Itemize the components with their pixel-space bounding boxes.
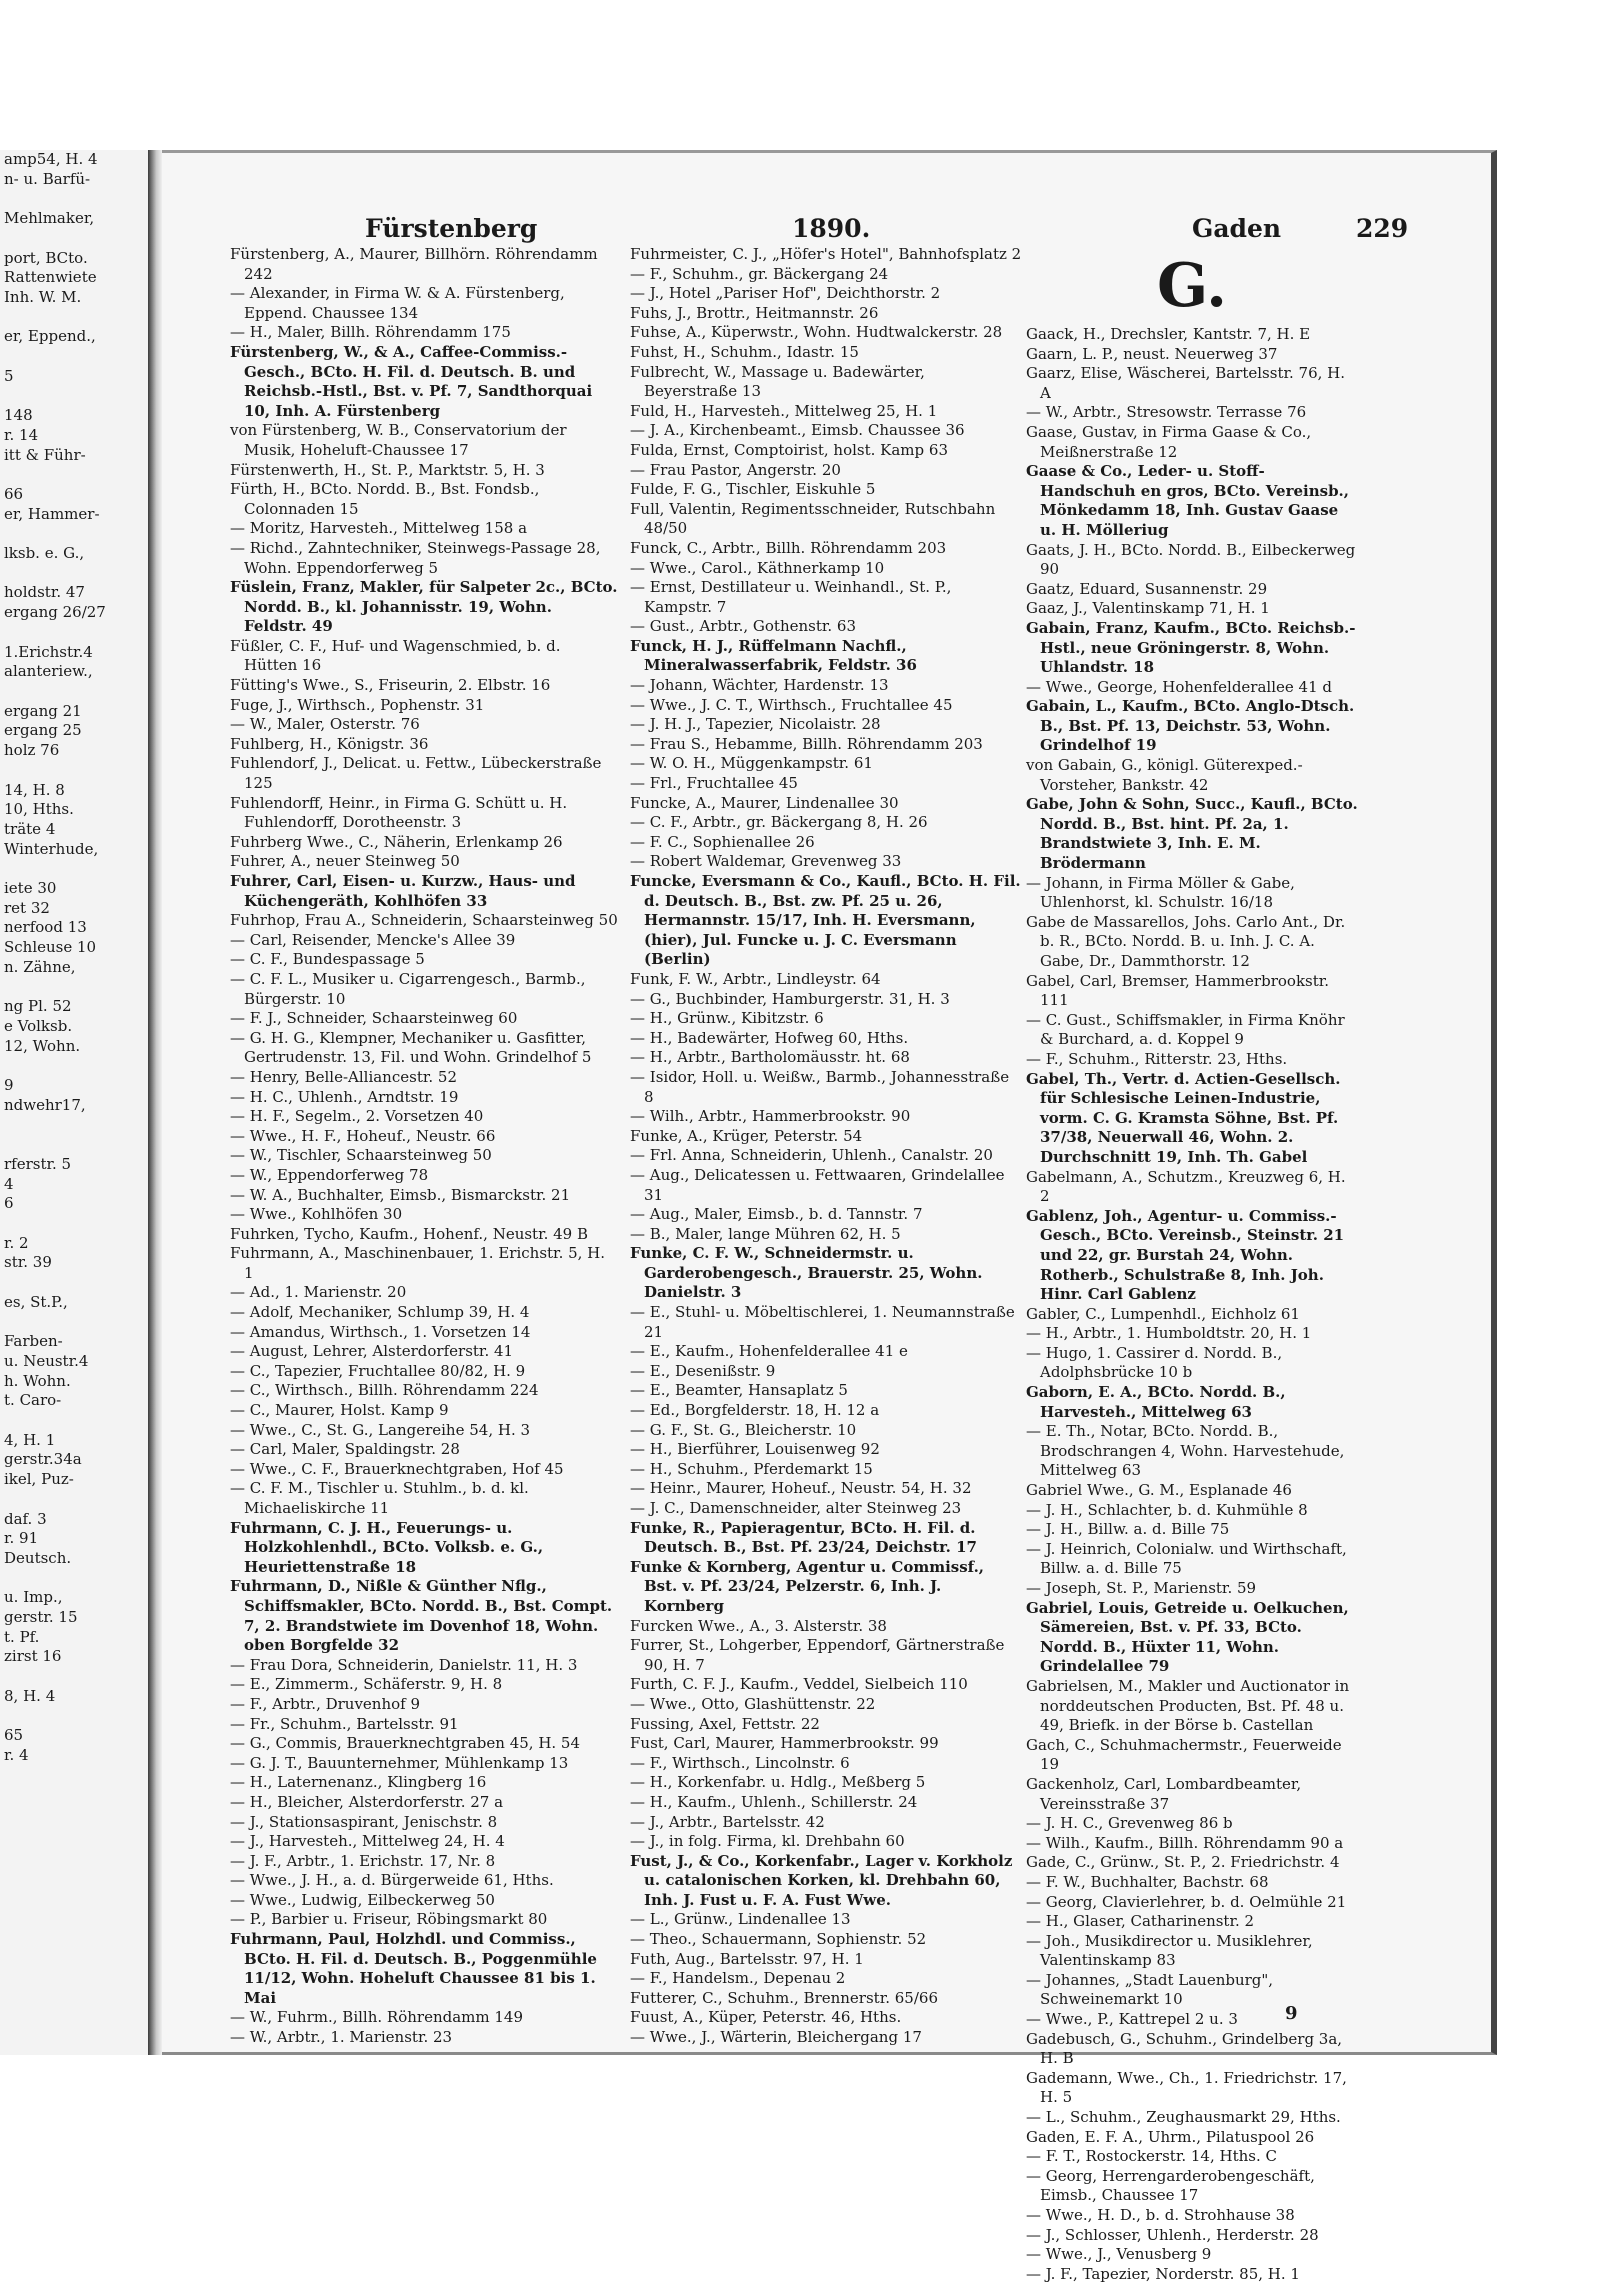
previous-page-fragment	[4, 1056, 148, 1076]
directory-entry: — F. C., Sophienallee 26	[630, 832, 815, 851]
directory-entry: Fuhlendorff, Heinr., in Firma G. Schütt u. H. Fuhlendorff, Dorotheenstr. 3	[230, 793, 568, 832]
previous-page-fragment: ergang 21	[4, 701, 82, 720]
directory-entry: — G., Commis, Brauerknechtgraben 45, H. 54	[230, 1734, 581, 1753]
previous-page-fragment	[4, 465, 148, 485]
directory-entry: — Wilh., Arbtr., Hammerbrookstr. 90	[630, 1107, 911, 1126]
previous-page-fragment: ergang 26/27	[4, 603, 106, 622]
previous-page-fragment: Mehlmaker,	[4, 209, 95, 228]
directory-entry: — Wwe., J., Venusberg 9	[1026, 2245, 1212, 2264]
directory-entry: Gackenholz, Carl, Lombardbeamter, Vereinsstraße 37	[1026, 1774, 1302, 1813]
directory-entry: — Frau Pastor, Angerstr. 20	[630, 460, 841, 479]
previous-page-fragment	[4, 1490, 148, 1510]
directory-entry: — E., Beamter, Hansaplatz 5	[630, 1381, 848, 1400]
directory-entry: Funke, R., Papieragentur, BCto. H. Fil. d. Deutsch. B., Bst. Pf. 23/24, Deichstr. 17	[630, 1518, 977, 1557]
directory-entry: von Fürstenberg, W. B., Conservatorium der Musik, Hoheluft-Chaussee 17	[230, 421, 567, 459]
directory-entry: Furth, C. F. J., Kaufm., Veddel, Sielbeich 110	[630, 1675, 968, 1694]
directory-entry: — J. H. C., Grevenweg 86 b	[1026, 1814, 1233, 1833]
directory-entry: Gabain, Franz, Kaufm., BCto. Reichsb.-Hstl., neue Gröningerstr. 8, Wohn. Uhlandstr. 18	[1026, 618, 1356, 677]
header-left-keyword: Fürstenberg	[365, 214, 538, 243]
previous-page-fragment: ng Pl. 52	[4, 997, 72, 1016]
directory-entry: Fuhrhop, Frau A., Schneiderin, Schaarsteinweg 50	[230, 911, 618, 930]
directory-entry: — L., Schuhm., Zeughausmarkt 29, Hths.	[1026, 2108, 1341, 2127]
directory-entry: — Georg, Herrengarderobengeschäft, Eimsb., Chaussee 17	[1026, 2166, 1315, 2205]
directory-entry: Gaack, H., Drechsler, Kantstr. 7, H. E	[1026, 325, 1311, 343]
directory-entry: Fuhrer, Carl, Eisen- u. Kurzw., Haus- und Küchengeräth, Kohlhöfen 33	[230, 872, 576, 910]
directory-entry: Fust, J., & Co., Korkenfabr., Lager v. Korkholz u. catalonischen Korken, kl. Drehbahn 60, Inh. J. Fust u. F. A. Fust Wwe.	[630, 1851, 1013, 1909]
directory-entry: Funke, A., Krüger, Peterstr. 54	[630, 1126, 863, 1145]
directory-entry: Fulda, Ernst, Comptoirist, holst. Kamp 63	[630, 440, 948, 459]
directory-entry: — Gust., Arbtr., Gothenstr. 63	[630, 617, 857, 636]
previous-page-fragment: 6	[4, 1194, 14, 1213]
column-3	[1026, 245, 1358, 2283]
previous-page-fragment: 1.Erichstr.4	[4, 642, 93, 661]
directory-entry: Fürstenberg, A., Maurer, Billhörn. Röhrendamm 242	[230, 245, 598, 283]
previous-page-fragment: Inh. W. M.	[4, 287, 82, 306]
directory-entry: Fürth, H., BCto. Nordd. B., Bst. Fondsb., Colonnaden 15	[230, 480, 540, 518]
directory-entry: Gade, C., Grünw., St. P., 2. Friedrichstr. 4	[1026, 1853, 1340, 1872]
directory-entry: — Carl, Maler, Spaldingstr. 28	[230, 1440, 460, 1459]
previous-page-fragment: 4, H. 1	[4, 1430, 56, 1449]
directory-entry: Gaaz, J., Valentinskamp 71, H. 1	[1026, 599, 1270, 618]
directory-entry: — Fr., Schuhm., Bartelsstr. 91	[230, 1714, 459, 1733]
directory-entry: Fütting's Wwe., S., Friseurin, 2. Elbstr. 16	[230, 676, 551, 695]
directory-entry: — Ernst, Destillateur u. Weinhandl., St. P., Kampstr. 7	[630, 578, 952, 616]
directory-entry: Gaats, J. H., BCto. Nordd. B., Eilbeckerweg 90	[1026, 540, 1356, 579]
directory-entry: — Richd., Zahntechniker, Steinwegs-Passage 28, Wohn. Eppendorferweg 5	[230, 538, 601, 577]
directory-entry: — H., Arbtr., 1. Humboldtstr. 20, H. 1	[1026, 1324, 1312, 1343]
directory-entry: Gabe de Massarellos, Johs. Carlo Ant., Dr. b. R., BCto. Nordd. B. u. Inh. J. C. A. Gabe, Dr., Dammthorstr. 12	[1026, 912, 1346, 970]
directory-entry: — E., Stuhl- u. Möbeltischlerei, 1. Neumannstraße 21	[630, 1303, 1015, 1341]
previous-page-fragment: gerstr.34a	[4, 1450, 82, 1469]
previous-page-fragment: n- u. Barfü-	[4, 169, 91, 188]
directory-entry: — J. Heinrich, Colonialw. und Wirthschaft, Billw. a. d. Bille 75	[1026, 1539, 1347, 1578]
previous-page-fragment	[4, 564, 148, 584]
directory-entry: Fuhs, J., Brottr., Heitmannstr. 26	[630, 303, 879, 322]
directory-entry: Fuhrberg Wwe., C., Näherin, Erlenkamp 26	[230, 832, 563, 851]
directory-entry: Funcke, A., Maurer, Lindenallee 30	[630, 793, 899, 812]
directory-entry: — J. C., Damenschneider, alter Steinweg 23	[630, 1499, 962, 1517]
directory-entry: — J. H., Schlachter, b. d. Kuhmühle 8	[1026, 1500, 1308, 1519]
previous-page-fragment	[4, 761, 148, 781]
directory-entry: — W., Maler, Osterstr. 76	[230, 715, 420, 734]
previous-page-fragment: Rattenwiete	[4, 268, 97, 287]
directory-entry: — Ed., Borgfelderstr. 18, H. 12 a	[630, 1401, 880, 1420]
letter-heading: G.	[1157, 251, 1227, 321]
previous-page-fragment: träte 4	[4, 819, 56, 838]
directory-entry: — Carl, Reisender, Mencke's Allee 39	[230, 930, 516, 949]
previous-page-fragment: str. 39	[4, 1253, 52, 1272]
directory-entry: — W. A., Buchhalter, Eimsb., Bismarckstr. 21	[230, 1185, 571, 1204]
directory-entry: — Wwe., P., Kattrepel 2 u. 3	[1026, 2010, 1238, 2029]
directory-entry: Funke & Kornberg, Agentur u. Commissf., Bst. v. Pf. 23/24, Pelzerstr. 6, Inh. J. Kornberg	[630, 1557, 985, 1615]
directory-entry: — J., Stationsaspirant, Jenischstr. 8	[230, 1812, 498, 1831]
directory-entry: — Johann, Wächter, Hardenstr. 13	[630, 676, 889, 695]
directory-entry: Fuhlendorf, J., Delicat. u. Fettw., Lübeckerstraße 125	[230, 754, 602, 793]
directory-entry: Gaase, Gustav, in Firma Gaase & Co., Meißnerstraße 12	[1026, 422, 1312, 461]
directory-entry: Fuhrken, Tycho, Kaufm., Hohenf., Neustr. 49 B	[230, 1224, 589, 1243]
directory-entry: — Aug., Delicatessen u. Fettwaaren, Grindelallee 31	[630, 1165, 1005, 1204]
previous-page-fragment: 66	[4, 484, 24, 503]
directory-entry: — Robert Waldemar, Grevenweg 33	[630, 852, 902, 871]
directory-entry: — Wwe., Kohlhöfen 30	[230, 1205, 403, 1224]
previous-page-fragment	[4, 229, 148, 249]
previous-page-fragment	[4, 623, 148, 643]
directory-entry: — Ad., 1. Marienstr. 20	[230, 1283, 407, 1302]
directory-entry: — W., Eppendorferweg 78	[230, 1165, 429, 1184]
previous-page-fragment: ndwehr17,	[4, 1095, 86, 1114]
directory-entry: — E., Desenißstr. 9	[630, 1361, 776, 1380]
directory-entry: — Wwe., Carol., Käthnerkamp 10	[630, 558, 885, 577]
previous-page-fragment	[4, 1273, 148, 1293]
directory-entry: — Frau Dora, Schneiderin, Danielstr. 11, H. 3	[230, 1655, 578, 1674]
column-2	[630, 245, 1022, 2047]
directory-entry: — W., Fuhrm., Billh. Röhrendamm 149	[230, 2008, 523, 2027]
directory-entry: — Wwe., C. F., Brauerknechtgraben, Hof 45	[230, 1459, 564, 1478]
directory-entry: Fuust, A., Küper, Peterstr. 46, Hths.	[630, 2008, 902, 2027]
directory-entry: — H., Bleicher, Alsterdorferstr. 27 a	[230, 1792, 504, 1811]
directory-entry: Full, Valentin, Regimentsschneider, Rutschbahn 48/50	[630, 499, 996, 538]
previous-page-fragment: Deutsch.	[4, 1548, 72, 1567]
directory-entry: Gaarz, Elise, Wäscherei, Bartelsstr. 76, H. A	[1026, 364, 1345, 402]
directory-entry: Furrer, St., Lohgerber, Eppendorf, Gärtnerstraße 90, H. 7	[630, 1636, 1005, 1674]
directory-entry: Fuhlberg, H., Königstr. 36	[230, 734, 429, 753]
directory-entry: Gabel, Th., Vertr. d. Actien-Gesellsch. für Schlesische Leinen-Industrie, vorm. C. G. Kramsta Söhne, Bst. Pf. 37/38, Neuerwall 46, Wohn. 2. Durchschnitt 19, Inh. Th. Gabel	[1026, 1069, 1341, 1166]
directory-entry: — G. H. G., Klempner, Mechaniker u. Gasfitter, Gertrudenstr. 13, Fil. und Wohn. Grindelhof 5	[230, 1028, 592, 1067]
previous-page-fragment	[4, 1569, 148, 1589]
directory-entry: — E. Th., Notar, BCto. Nordd. B., Brodschrangen 4, Wohn. Harvestehude, Mittelweg 63	[1026, 1422, 1345, 1480]
previous-page-fragment: ergang 25	[4, 721, 82, 740]
previous-page-fragment: lksb. e. G.,	[4, 544, 85, 563]
header-right-keyword: Gaden	[1192, 214, 1282, 243]
directory-entry: — J. H. J., Tapezier, Nicolaistr. 28	[630, 715, 881, 734]
directory-entry: — H., Maler, Billh. Röhrendamm 175	[230, 323, 511, 342]
directory-entry: Fuhrer, A., neuer Steinweg 50	[230, 852, 460, 871]
previous-page-fragment: port, BCto.	[4, 248, 88, 267]
directory-entry: — Frau S., Hebamme, Billh. Röhrendamm 203	[630, 734, 983, 753]
previous-page-fragment: 148	[4, 406, 33, 425]
previous-page-fragment: er, Hammer-	[4, 504, 100, 523]
directory-entry: — Johann, in Firma Möller & Gabe, Uhlenhorst, kl. Schulstr. 16/18	[1026, 873, 1295, 912]
directory-entry: — F., Handelsm., Depenau 2	[630, 1969, 846, 1988]
directory-entry: — H., Laternenanz., Klingberg 16	[230, 1773, 487, 1792]
directory-entry: Füßler, C. F., Huf- und Wagenschmied, b. d. Hütten 16	[230, 636, 561, 675]
header-year: 1890.	[792, 214, 871, 243]
directory-entry: Fuld, H., Harvesteh., Mittelweg 25, H. 1	[630, 401, 938, 420]
directory-entry: — Joh., Musikdirector u. Musiklehrer, Valentinskamp 83	[1026, 1931, 1313, 1970]
previous-page-fragment: iete 30	[4, 879, 57, 898]
directory-entry: — Moritz, Harvesteh., Mittelweg 158 a	[230, 519, 528, 538]
directory-entry: — Henry, Belle-Alliancestr. 52	[230, 1067, 457, 1086]
directory-entry: — E., Zimmerm., Schäferstr. 9, H. 8	[230, 1675, 503, 1694]
previous-page-fragment: 8, H. 4	[4, 1686, 56, 1705]
directory-entry: — H. C., Uhlenh., Arndtstr. 19	[230, 1087, 459, 1106]
previous-page-fragment	[4, 1707, 148, 1727]
directory-entry: — F., Schuhm., Ritterstr. 23, Hths.	[1026, 1049, 1288, 1068]
directory-entry: Funke, C. F. W., Schneidermstr. u. Garderobengesch., Brauerstr. 25, Wohn. Danielstr. 3	[630, 1244, 983, 1302]
directory-entry: — J. A., Kirchenbeamt., Eimsb. Chaussee 36	[630, 421, 965, 440]
directory-entry: Gablenz, Joh., Agentur- u. Commiss.-Gesch., BCto. Vereinsb., Steinstr. 21 und 22, gr. Burstah 24, Wohn. Rotherb., Schulstraße 8, Inh. Joh. Hinr. Carl Gablenz	[1026, 1206, 1345, 1304]
directory-entry: — Amandus, Wirthsch., 1. Vorsetzen 14	[230, 1322, 531, 1341]
previous-page-fragment: zirst 16	[4, 1647, 62, 1666]
directory-entry: — Alexander, in Firma W. & A. Fürstenberg, Eppend. Chaussee 134	[230, 284, 565, 322]
directory-entry: — B., Maler, lange Mühren 62, H. 5	[630, 1224, 901, 1243]
previous-page-fragment: h. Wohn.	[4, 1371, 71, 1390]
directory-entry: — E., Kaufm., Hohenfelderallee 41 e	[630, 1342, 908, 1361]
directory-entry: — C. F. M., Tischler u. Stuhlm., b. d. kl. Michaeliskirche 11	[230, 1479, 529, 1517]
directory-entry: — F. T., Rostockerstr. 14, Hths. C	[1026, 2147, 1277, 2166]
directory-entry: — Wwe., J. H., a. d. Bürgerweide 61, Hths.	[230, 1871, 554, 1890]
previous-page-fragment: amp54, H. 4	[4, 150, 98, 168]
directory-entry: Funck, C., Arbtr., Billh. Röhrendamm 203	[630, 538, 947, 557]
directory-entry: Fürstenberg, W., & A., Caffee-Commiss.-Gesch., BCto. H. Fil. d. Deutsch. B. und Reichsb.-Hstl., Bst. v. Pf. 7, Sandthorquai 10, Inh. A. Fürstenberg	[230, 342, 593, 420]
directory-entry: — Georg, Clavierlehrer, b. d. Oelmühle 21	[1026, 1892, 1347, 1911]
directory-entry: Futh, Aug., Bartelsstr. 97, H. 1	[630, 1949, 864, 1968]
previous-page-fragment: 5	[4, 366, 14, 385]
directory-entry: Fulbrecht, W., Massage u. Badewärter, Beyerstraße 13	[630, 362, 925, 401]
directory-entry: Gaase & Co., Leder- u. Stoff-Handschuh en gros, BCto. Vereinsb., Mönkedamm 18, Inh. Gustav Gaase u. H. Mölleriug	[1026, 462, 1350, 539]
directory-entry: — Wwe., H. F., Hoheuf., Neustr. 66	[230, 1126, 496, 1145]
directory-entry: — F. W., Buchhalter, Bachstr. 68	[1026, 1872, 1269, 1891]
directory-entry: Gadebusch, G., Schuhm., Grindelberg 3a, H. B	[1026, 2029, 1343, 2068]
directory-entry: Gabler, C., Lumpenhdl., Eichholz 61	[1026, 1304, 1300, 1323]
previous-page-fragment	[4, 978, 148, 998]
previous-page-fragment: u. Imp.,	[4, 1588, 63, 1607]
directory-entry: — F. J., Schneider, Schaarsteinweg 60	[230, 1009, 518, 1028]
previous-page-fragment: daf. 3	[4, 1509, 47, 1528]
directory-entry: Gabriel, Louis, Getreide u. Oelkuchen, Sämereien, Bst. v. Pf. 33, BCto. Nordd. B., Hüxter 11, Wohn. Grindelallee 79	[1026, 1598, 1349, 1676]
directory-entry: Gabain, L., Kaufm., BCto. Anglo-Dtsch. B., Bst. Pf. 13, Deichstr. 53, Wohn. Grindelhof 19	[1026, 697, 1355, 755]
directory-entry: Funk, F. W., Arbtr., Lindleystr. 64	[630, 969, 881, 988]
previous-page-fragment: n. Zähne,	[4, 957, 76, 976]
directory-entry: Gademann, Wwe., Ch., 1. Friedrichstr. 17, H. 5	[1026, 2068, 1347, 2107]
previous-page-fragment: nerfood 13	[4, 918, 87, 937]
directory-entry: Fuge, J., Wirthsch., Pophenstr. 31	[230, 695, 485, 714]
previous-page-fragment	[4, 1214, 148, 1234]
directory-entry: — Wwe., George, Hohenfelderallee 41 d	[1026, 677, 1332, 696]
directory-entry: Gaden, E. F. A., Uhrm., Pilatuspool 26	[1026, 2127, 1315, 2146]
previous-page-fragment: itt & Führ-	[4, 445, 86, 464]
directory-entry: — August, Lehrer, Alsterdorferstr. 41	[230, 1342, 514, 1361]
directory-entry: — H., Schuhm., Pferdemarkt 15	[630, 1459, 873, 1478]
previous-page-fragment: er, Eppend.,	[4, 327, 96, 346]
previous-page-fragment	[4, 524, 148, 544]
directory-entry: Gabe, John & Sohn, Succ., Kaufl., BCto. Nordd. B., Bst. hint. Pf. 2a, 1. Brandstwiete 3, Inh. E. M. Brödermann	[1026, 795, 1358, 873]
directory-entry: — Frl., Fruchtallee 45	[630, 774, 798, 793]
previous-page-fragment	[4, 682, 148, 702]
directory-entry: — C. F. L., Musiker u. Cigarrengesch., Barmb., Bürgerstr. 10	[230, 969, 586, 1008]
previous-page-fragment: 14, H. 8	[4, 780, 65, 799]
directory-entry: — Wwe., C., St. G., Langereihe 54, H. 3	[230, 1420, 531, 1439]
directory-entry: Funck, H. J., Rüffelmann Nachfl., Mineralwasserfabrik, Feldstr. 36	[630, 636, 917, 675]
previous-page-fragment: 12, Wohn.	[4, 1036, 81, 1055]
previous-page-fragment: t. Caro-	[4, 1391, 62, 1410]
directory-entry: — J. F., Tapezier, Norderstr. 85, H. 1	[1026, 2264, 1300, 2283]
directory-entry: — F., Schuhm., gr. Bäckergang 24	[630, 264, 889, 283]
previous-page-fragment: gerstr. 15	[4, 1608, 78, 1627]
directory-entry: — Wwe., H. D., b. d. Strohhause 38	[1026, 2206, 1295, 2224]
previous-page-fragment	[4, 1312, 148, 1332]
column-1	[230, 245, 618, 2047]
previous-page-fragment: r. 4	[4, 1745, 29, 1764]
directory-entry: — Wwe., J. C. T., Wirthsch., Fruchtallee 45	[630, 695, 953, 714]
directory-entry: — J., in folg. Firma, kl. Drehbahn 60	[630, 1832, 905, 1851]
directory-entry: — J. H., Billw. a. d. Bille 75	[1026, 1520, 1230, 1539]
previous-page-fragment: 65	[4, 1726, 24, 1745]
header-page-number: 229	[1356, 214, 1409, 243]
directory-entry: Fussing, Axel, Fettstr. 22	[630, 1714, 820, 1733]
directory-entry: — J., Schlosser, Uhlenh., Herderstr. 28	[1026, 2225, 1319, 2244]
previous-page-fragment: Farben-	[4, 1332, 63, 1351]
directory-entry: Fust, Carl, Maurer, Hammerbrookstr. 99	[630, 1734, 939, 1753]
previous-page-fragment	[4, 1411, 148, 1431]
directory-entry: — P., Barbier u. Friseur, Röbingsmarkt 80	[230, 1910, 548, 1929]
previous-page-fragment: r. 91	[4, 1529, 39, 1548]
directory-entry: Furcken Wwe., A., 3. Alsterstr. 38	[630, 1616, 887, 1635]
directory-entry: — W. O. H., Müggenkampstr. 61	[630, 754, 873, 773]
directory-entry: Gabelmann, A., Schutzm., Kreuzweg 6, H. 2	[1026, 1167, 1346, 1206]
directory-entry: Gabriel Wwe., G. M., Esplanade 46	[1026, 1481, 1292, 1500]
directory-entry: — J. F., Arbtr., 1. Erichstr. 17, Nr. 8	[230, 1851, 496, 1870]
directory-entry: — Joseph, St. P., Marienstr. 59	[1026, 1579, 1257, 1597]
directory-entry: — W., Arbtr., Stresowstr. Terrasse 76	[1026, 403, 1307, 422]
directory-entry: — Frl. Anna, Schneiderin, Uhlenh., Canalstr. 20	[630, 1146, 993, 1165]
directory-entry: — H., Badewärter, Hofweg 60, Hths.	[630, 1028, 909, 1047]
directory-entry: Fuhrmann, D., Nißle & Günther Nflg., Schiffsmakler, BCto. Nordd. B., Bst. Compt. 7, 2. Brandstwiete im Dovenhof 18, Wohn. oben Borgfelde 32	[230, 1577, 613, 1655]
directory-entry: Gaatz, Eduard, Susannenstr. 29	[1026, 579, 1268, 598]
directory-entry: Gaborn, E. A., BCto. Nordd. B., Harvesteh., Mittelweg 63	[1026, 1383, 1286, 1421]
directory-entry: Gabrielsen, M., Makler und Auctionator in norddeutschen Producten, Bst. Pf. 48 u. 49, Briefk. in der Börse b. Castellan	[1026, 1676, 1350, 1735]
directory-entry: — Wwe., J., Wärterin, Bleichergang 17	[630, 2028, 922, 2047]
directory-entry: Fuhrmann, Paul, Holzhdl. und Commiss., BCto. H. Fil. d. Deutsch. B., Poggenmühle 11/12, Wohn. Hoheluft Chaussee 81 bis 1. Mai	[230, 1930, 597, 2007]
previous-page-fragment: ret 32	[4, 898, 50, 917]
directory-entry: — C. F., Arbtr., gr. Bäckergang 8, H. 26	[630, 813, 928, 832]
previous-page-fragment: rferstr. 5	[4, 1154, 72, 1173]
directory-entry: — G. J. T., Bauunternehmer, Mühlenkamp 13	[230, 1753, 569, 1772]
directory-entry: — C. Gust., Schiffsmakler, in Firma Knöhr & Burchard, a. d. Koppel 9	[1026, 1010, 1345, 1049]
previous-page-fragment	[4, 1667, 148, 1687]
previous-page-fragment: es, St.P.,	[4, 1292, 68, 1311]
previous-page-fragment	[4, 347, 148, 367]
previous-page-fragment	[4, 1115, 148, 1135]
directory-entry: — H., Bierführer, Louisenweg 92	[630, 1440, 880, 1459]
directory-entry: — J., Harvesteh., Mittelweg 24, H. 4	[230, 1832, 505, 1851]
directory-entry: — Aug., Maler, Eimsb., b. d. Tannstr. 7	[630, 1205, 923, 1224]
directory-entry: — H., Korkenfabr. u. Hdlg., Meßberg 5	[630, 1773, 926, 1792]
directory-entry: — F., Arbtr., Druvenhof 9	[230, 1694, 421, 1713]
directory-entry: Fürstenwerth, H., St. P., Marktstr. 5, H. 3	[230, 460, 545, 479]
directory-entry: Fuhrmann, A., Maschinenbauer, 1. Erichstr. 5, H. 1	[230, 1244, 606, 1282]
previous-page-fragment: e Volksb.	[4, 1016, 73, 1035]
directory-entry: von Gabain, G., königl. Güterexped.-Vorsteher, Bankstr. 42	[1026, 756, 1303, 794]
directory-entry: — Wilh., Kaufm., Billh. Röhrendamm 90 a	[1026, 1833, 1344, 1852]
directory-entry: — G., Buchbinder, Hamburgerstr. 31, H. 3	[630, 989, 950, 1008]
directory-entry: — F., Wirthsch., Lincolnstr. 6	[630, 1753, 850, 1772]
previous-page-fragment: holdstr. 47	[4, 583, 85, 602]
previous-page-fragment: r. 2	[4, 1233, 29, 1252]
directory-entry: Gabel, Carl, Bremser, Hammerbrookstr. 111	[1026, 971, 1330, 1010]
previous-page-fragment: alanteriew.,	[4, 662, 93, 681]
previous-page-fragment: Winterhude,	[4, 839, 99, 858]
directory-entry: Funcke, Eversmann & Co., Kaufl., BCto. H. Fil. d. Deutsch. B., Bst. zw. Pf. 25 u. 26, Hermannstr. 15/17, Inh. H. Eversmann, (hier), Jul. Funcke u. J. C. Eversmann (Berlin)	[630, 872, 1021, 969]
previous-page-fragment	[4, 308, 148, 328]
directory-entry: — C. F., Bundespassage 5	[230, 950, 425, 969]
directory-entry: — W., Arbtr., 1. Marienstr. 23	[230, 2028, 453, 2047]
previous-page-fragment: r. 14	[4, 425, 39, 444]
directory-entry: — Wwe., Otto, Glashüttenstr. 22	[630, 1694, 876, 1713]
directory-entry: Gaarn, L. P., neust. Neuerweg 37	[1026, 344, 1278, 363]
directory-entry: — G. F., St. G., Bleicherstr. 10	[630, 1420, 857, 1439]
previous-page-fragment	[4, 859, 148, 879]
directory-entry: — C., Tapezier, Fruchtallee 80/82, H. 9	[230, 1361, 526, 1380]
previous-page-edge	[0, 150, 151, 2055]
previous-page-fragment	[4, 189, 148, 209]
directory-entry: — H., Arbtr., Bartholomäusstr. ht. 68	[630, 1048, 910, 1067]
directory-entry: Futterer, C., Schuhm., Brennerstr. 65/66	[630, 1988, 938, 2007]
directory-entry: Gach, C., Schuhmachermstr., Feuerweide 19	[1026, 1735, 1342, 1774]
previous-page-fragment: 9	[4, 1076, 14, 1095]
directory-entry: — H., Kaufm., Uhlenh., Schillerstr. 24	[630, 1792, 918, 1811]
directory-entry: — Theo., Schauermann, Sophienstr. 52	[630, 1930, 927, 1949]
previous-page-fragment: 4	[4, 1174, 14, 1193]
directory-entry: Fuhrmann, C. J. H., Feuerungs- u. Holzkohlenhdl., BCto. Volksb. e. G., Heuriettenstraße 18	[230, 1518, 544, 1576]
directory-entry: — H., Glaser, Catharinenstr. 2	[1026, 1912, 1255, 1931]
directory-entry: Fuhrmeister, C. J., „Höfer's Hotel", Bahnhofsplatz 2	[630, 245, 1022, 263]
previous-page-fragment: u. Neustr.4	[4, 1351, 89, 1370]
previous-page-fragment: holz 76	[4, 741, 60, 760]
directory-entry: Füslein, Franz, Makler, für Salpeter 2c., BCto. Nordd. B., kl. Johannisstr. 19, Wohn. Feldstr. 49	[230, 578, 618, 636]
directory-entry: — Adolf, Mechaniker, Schlump 39, H. 4	[230, 1303, 530, 1322]
book-spine	[148, 150, 162, 2055]
previous-page-fragment: Schleuse 10	[4, 938, 97, 957]
directory-entry: — H. F., Segelm., 2. Vorsetzen 40	[230, 1107, 484, 1126]
directory-entry: Fuhse, A., Küperwstr., Wohn. Hudtwalckerstr. 28	[630, 323, 1003, 342]
directory-entry: — Johannes, „Stadt Lauenburg", Schweinemarkt 10	[1026, 1970, 1274, 2009]
directory-entry: — L., Grünw., Lindenallee 13	[630, 1910, 851, 1929]
directory-entry: — Wwe., Ludwig, Eilbeckerweg 50	[230, 1890, 495, 1909]
footer-signature-mark: 9	[1285, 2003, 1298, 2024]
directory-entry: — C., Wirthsch., Billh. Röhrendamm 224	[230, 1381, 539, 1400]
previous-page-fragment	[4, 386, 148, 406]
previous-page-fragment	[4, 1135, 148, 1155]
directory-entry: — H., Grünw., Kibitzstr. 6	[630, 1009, 824, 1028]
directory-entry: — C., Maurer, Holst. Kamp 9	[230, 1401, 449, 1420]
directory-entry: — J., Arbtr., Bartelsstr. 42	[630, 1812, 825, 1831]
directory-entry: — Heinr., Maurer, Hoheuf., Neustr. 54, H. 32	[630, 1479, 972, 1498]
directory-entry: Fuhst, H., Schuhm., Idastr. 15	[630, 342, 859, 361]
previous-page-fragment: 10, Hths.	[4, 800, 74, 819]
directory-entry: — J., Hotel „Pariser Hof", Deichthorstr. 2	[630, 284, 941, 303]
directory-entry: — W., Tischler, Schaarsteinweg 50	[230, 1146, 492, 1165]
previous-page-fragment: ikel, Puz-	[4, 1470, 74, 1489]
directory-entry: — Isidor, Holl. u. Weißw., Barmb., Johannesstraße 8	[630, 1067, 1010, 1106]
directory-entry: — Hugo, 1. Cassirer d. Nordd. B., Adolphsbrücke 10 b	[1026, 1343, 1283, 1382]
previous-page-fragment: t. Pf.	[4, 1627, 40, 1646]
directory-entry: Fulde, F. G., Tischler, Eiskuhle 5	[630, 480, 876, 499]
